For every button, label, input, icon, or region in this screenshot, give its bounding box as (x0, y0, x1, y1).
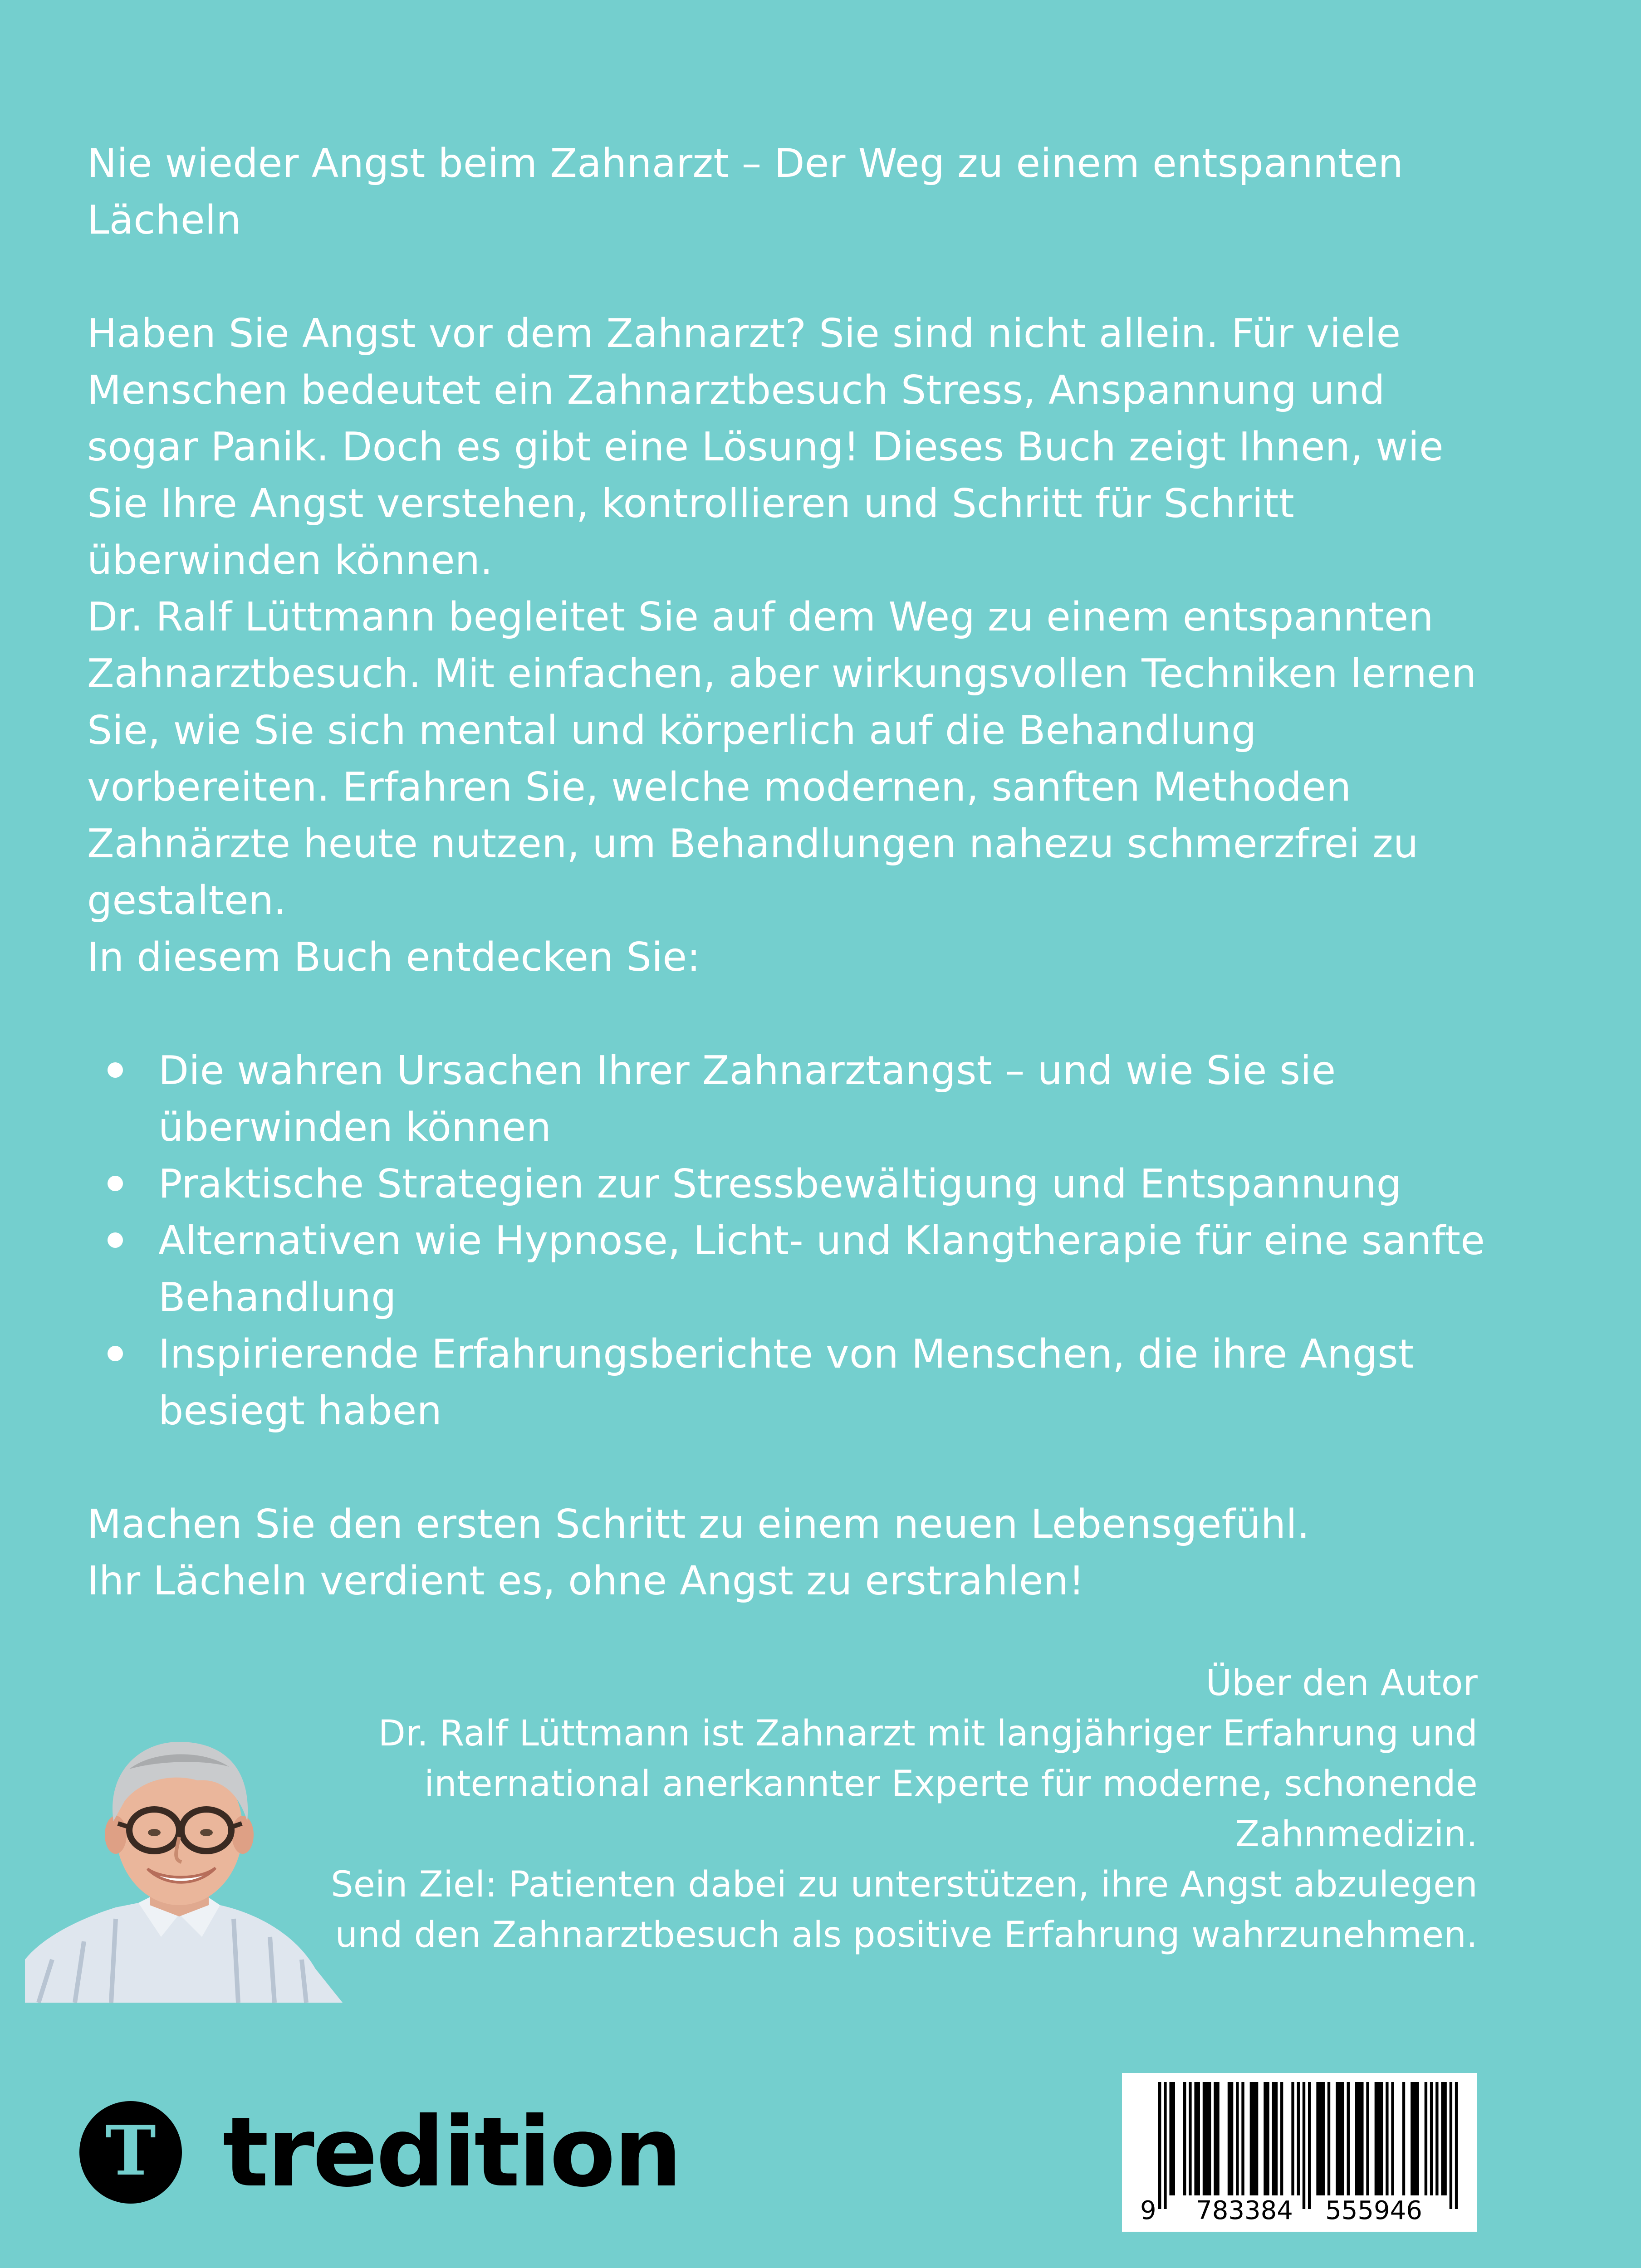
barcode-bar (1377, 2082, 1380, 2195)
barcode-bar (1203, 2082, 1205, 2195)
blurb-title-line: Lächeln (87, 197, 241, 243)
barcode-bar (1275, 2082, 1278, 2195)
barcode-bar (1264, 2082, 1266, 2195)
about-heading: Über den Autor (1205, 1663, 1478, 1704)
blurb-paragraph-2 (87, 589, 1539, 929)
text-line: Menschen bedeutet ein Zahnarztbesuch Stress, Anspannung und (87, 367, 1385, 413)
barcode-bar (1230, 2082, 1233, 2195)
spacer (87, 249, 1539, 305)
text-line: Behandlung (158, 1274, 397, 1320)
barcode-bar (1375, 2082, 1377, 2195)
barcode-bar (1336, 2082, 1338, 2195)
barcode-bar (1391, 2082, 1394, 2195)
isbn-digits-left: 783384 (1196, 2196, 1293, 2225)
barcode-bar (1316, 2082, 1319, 2195)
barcode-bar (1266, 2082, 1269, 2195)
barcode-bar (1303, 2082, 1305, 2209)
about-author (253, 1658, 1478, 1960)
bullet-icon (108, 1232, 123, 1248)
text-line: besiegt haben (158, 1388, 442, 1434)
barcode-bar (1280, 2082, 1283, 2195)
text-line: und den Zahnarztbesuch als positive Erfahrung wahrzunehmen. (335, 1915, 1478, 1955)
text-line: gestalten. (87, 877, 287, 924)
barcode-bar (1241, 2082, 1244, 2195)
text-line: Dr. Ralf Lüttmann begleitet Sie auf dem Weg zu einem entspannten (87, 594, 1434, 640)
barcode-bar (1297, 2082, 1300, 2195)
barcode-bar (1169, 2082, 1172, 2195)
barcode-bar (1347, 2082, 1350, 2195)
spacer (87, 986, 1539, 1042)
barcode-bar (1308, 2082, 1311, 2209)
feature-list (87, 1042, 1539, 1439)
blurb-text (87, 135, 1539, 1609)
isbn-barcode (1122, 2073, 1477, 2232)
list-intro: In diesem Buch entdecken Sie: (87, 934, 700, 980)
barcode-bar (1435, 2082, 1438, 2195)
barcode-bar (1208, 2082, 1211, 2195)
author-photo (25, 1724, 343, 2003)
text-line: Zahnarztbesuch. Mit einfachen, aber wirkungsvollen Techniken lernen (87, 650, 1477, 697)
barcode-bar (1338, 2082, 1341, 2195)
barcode-bar (1413, 2082, 1416, 2195)
barcode-bar (1272, 2082, 1275, 2195)
list-item (87, 1212, 1539, 1326)
barcode-bar (1228, 2082, 1230, 2195)
barcode-bar (1341, 2082, 1344, 2195)
text-line: überwinden können (158, 1104, 552, 1150)
barcode-bar (1355, 2082, 1358, 2195)
text-line: vorbereiten. Erfahren Sie, welche modernen, sanften Methoden (87, 764, 1352, 810)
list-item (87, 1042, 1539, 1156)
spacer (87, 1439, 1539, 1496)
barcode-bar (1411, 2082, 1413, 2195)
publisher-logo (79, 2096, 681, 2208)
text-line: Machen Sie den ersten Schritt zu einem neuen Lebensgefühl. (87, 1501, 1310, 1547)
text-line: Alternativen wie Hypnose, Licht- und Klangtherapie für eine sanfte (158, 1217, 1485, 1264)
text-line: überwinden können. (87, 537, 493, 583)
text-line: Ihr Lächeln verdient es, ohne Angst zu erstrahlen! (87, 1558, 1085, 1604)
closing-text (87, 1496, 1539, 1609)
text-line: Sie, wie Sie sich mental und körperlich auf die Behandlung (87, 707, 1257, 753)
author-portrait-image (25, 1724, 343, 2003)
list-item (87, 1326, 1539, 1439)
barcode-bar (1183, 2082, 1186, 2195)
bullet-icon (108, 1346, 123, 1361)
list-item (87, 1156, 1539, 1212)
isbn-digits-right: 555946 (1325, 2196, 1422, 2225)
barcode-bar (1441, 2082, 1444, 2195)
bullet-icon (108, 1062, 123, 1078)
barcode-bar (1250, 2082, 1253, 2195)
blurb-title-line: Nie wieder Angst beim Zahnarzt – Der Weg zu einem entspannten (87, 140, 1404, 186)
barcode-bar (1425, 2082, 1427, 2195)
barcode-bar (1236, 2082, 1239, 2195)
barcode-bar (1416, 2082, 1419, 2195)
tredition-mark-icon (79, 2101, 182, 2204)
barcode-bar (1386, 2082, 1388, 2195)
barcode-image (1122, 2073, 1477, 2232)
text-line: sogar Panik. Doch es gibt eine Lösung! Dieses Buch zeigt Ihnen, wie (87, 424, 1444, 470)
barcode-bar (1380, 2082, 1383, 2195)
mark-letter: T (105, 2111, 156, 2191)
text-line: Sie Ihre Angst verstehen, kontrollieren und Schritt für Schritt (87, 480, 1294, 527)
text-line: Praktische Strategien zur Stressbewältigung und Entspannung (158, 1161, 1402, 1207)
barcode-bar (1430, 2082, 1433, 2195)
barcode-bar (1172, 2082, 1175, 2195)
bullet-icon (108, 1176, 123, 1191)
text-line: Zahnmedizin. (1235, 1814, 1478, 1855)
barcode-bar (1361, 2082, 1363, 2195)
barcode-bar (1214, 2082, 1216, 2195)
barcode-bar (1164, 2082, 1166, 2209)
barcode-bar (1322, 2082, 1325, 2195)
barcode-bar (1158, 2082, 1161, 2209)
barcode-bar (1402, 2082, 1405, 2195)
blurb-title (87, 135, 1539, 249)
barcode-bar (1450, 2082, 1452, 2209)
barcode-bar (1255, 2082, 1258, 2195)
isbn-digit-first: 9 (1140, 2196, 1156, 2225)
text-line: Dr. Ralf Lüttmann ist Zahnarzt mit langjähriger Erfahrung und (378, 1713, 1478, 1754)
text-line: Sein Ziel: Patienten dabei zu unterstützen, ihre Angst abzulegen (331, 1864, 1478, 1905)
barcode-bar (1366, 2082, 1369, 2195)
barcode-bar (1444, 2082, 1446, 2195)
publisher-name: tredition (223, 2096, 681, 2208)
text-line: Zahnärzte heute nutzen, um Behandlungen nahezu schmerzfrei zu (87, 821, 1419, 867)
text-line: Inspirierende Erfahrungsberichte von Menschen, die ihre Angst (158, 1331, 1414, 1377)
barcode-bar (1189, 2082, 1191, 2195)
text-line: international anerkannter Experte für moderne, schonende (424, 1764, 1478, 1804)
barcode-bar (1216, 2082, 1219, 2195)
blurb-paragraph-1 (87, 305, 1539, 589)
barcode-bar (1358, 2082, 1361, 2195)
barcode-bars (1158, 2082, 1458, 2209)
barcode-bar (1291, 2082, 1294, 2195)
barcode-bar (1327, 2082, 1330, 2195)
barcode-bar (1194, 2082, 1197, 2195)
barcode-bar (1455, 2082, 1458, 2209)
text-line: Die wahren Ursachen Ihrer Zahnarztangst – und wie Sie sie (158, 1047, 1336, 1094)
barcode-bar (1319, 2082, 1322, 2195)
barcode-bar (1197, 2082, 1200, 2195)
barcode-bar (1205, 2082, 1208, 2195)
text-line: Haben Sie Angst vor dem Zahnarzt? Sie sind nicht allein. Für viele (87, 310, 1401, 357)
barcode-bar (1253, 2082, 1255, 2195)
